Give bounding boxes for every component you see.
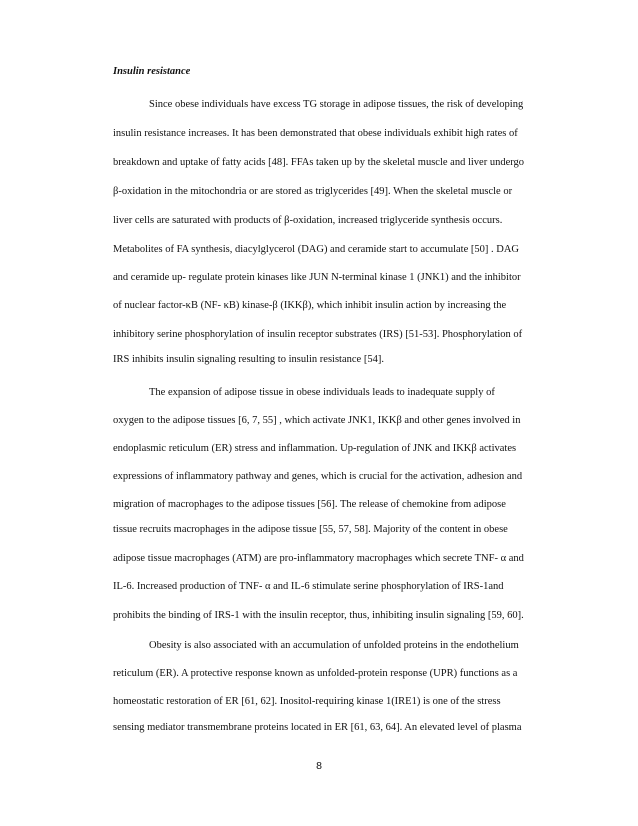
paragraph-1-line-6: Metabolites of FA synthesis, diacylglycerol (DAG) and ceramide start to accumulate [50] . DAG xyxy=(113,244,519,255)
paragraph-2-line-8: IL-6. Increased production of TNF- α and IL-6 stimulate serine phosphorylation of IRS-1and xyxy=(113,581,504,592)
paragraph-1-line-8: of nuclear factor-κB (NF- κB) kinase-β (IKKβ), which inhibit insulin action by increasing the xyxy=(113,300,507,311)
paragraph-1-line-2: insulin resistance increases. It has been demonstrated that obese individuals exhibit high rates of xyxy=(113,128,518,139)
paragraph-2-line-2: oxygen to the adipose tissues [6, 7, 55] , which activate JNK1, IKKβ and other genes involved in xyxy=(113,415,521,426)
paragraph-1-line-5: liver cells are saturated with products of β-oxidation, increased triglyceride synthesis occurs. xyxy=(113,215,503,226)
paragraph-1-line-3: breakdown and uptake of fatty acids [48]. FFAs taken up by the skeletal muscle and liver undergo xyxy=(113,157,525,168)
paragraph-1-line-10: IRS inhibits insulin signaling resulting to insulin resistance [54]. xyxy=(113,354,384,365)
paragraph-2-line-1: The expansion of adipose tissue in obese individuals leads to inadequate supply of xyxy=(149,387,495,398)
paragraph-1-line-4: β-oxidation in the mitochondria or are stored as triglycerides [49]. When the skeletal muscle or xyxy=(113,186,513,197)
paragraph-1-line-7: and ceramide up- regulate protein kinases like JUN N-terminal kinase 1 (JNK1) and the inhibitor xyxy=(113,272,521,283)
paragraph-2-line-6: tissue recruits macrophages in the adipose tissue [55, 57, 58]. Majority of the content in obese xyxy=(113,524,508,535)
paragraph-2-line-5: migration of macrophages to the adipose tissues [56]. The release of chemokine from adipose xyxy=(113,499,506,510)
page-number: 8 xyxy=(316,760,322,772)
paragraph-1-line-9: inhibitory serine phosphorylation of insulin receptor substrates (IRS) [51-53]. Phosphorylation of xyxy=(113,329,523,340)
paragraph-3-line-4: sensing mediator transmembrane proteins located in ER [61, 63, 64]. An elevated level of plasma xyxy=(113,722,522,733)
paragraph-2-line-3: endoplasmic reticulum (ER) stress and inflammation. Up-regulation of JNK and IKKβ activates xyxy=(113,443,517,454)
paragraph-3-line-2: reticulum (ER). A protective response known as unfolded-protein response (UPR) functions as a xyxy=(113,668,518,679)
section-heading: Insulin resistance xyxy=(113,66,191,77)
paragraph-3-line-1: Obesity is also associated with an accumulation of unfolded proteins in the endothelium xyxy=(149,640,519,651)
paragraph-2-line-4: expressions of inflammatory pathway and genes, which is crucial for the activation, adhesion and xyxy=(113,471,523,482)
paragraph-1-line-1: Since obese individuals have excess TG storage in adipose tissues, the risk of developing xyxy=(149,99,524,110)
paragraph-2-line-9: prohibits the binding of IRS-1 with the insulin receptor, thus, inhibiting insulin signaling [59, 60]. xyxy=(113,610,524,621)
paragraph-3-line-3: homeostatic restoration of ER [61, 62]. Inositol-requiring kinase 1(IRE1) is one of the stress xyxy=(113,696,501,707)
paragraph-2-line-7: adipose tissue macrophages (ATM) are pro-inflammatory macrophages which secrete TNF- α and xyxy=(113,553,524,564)
